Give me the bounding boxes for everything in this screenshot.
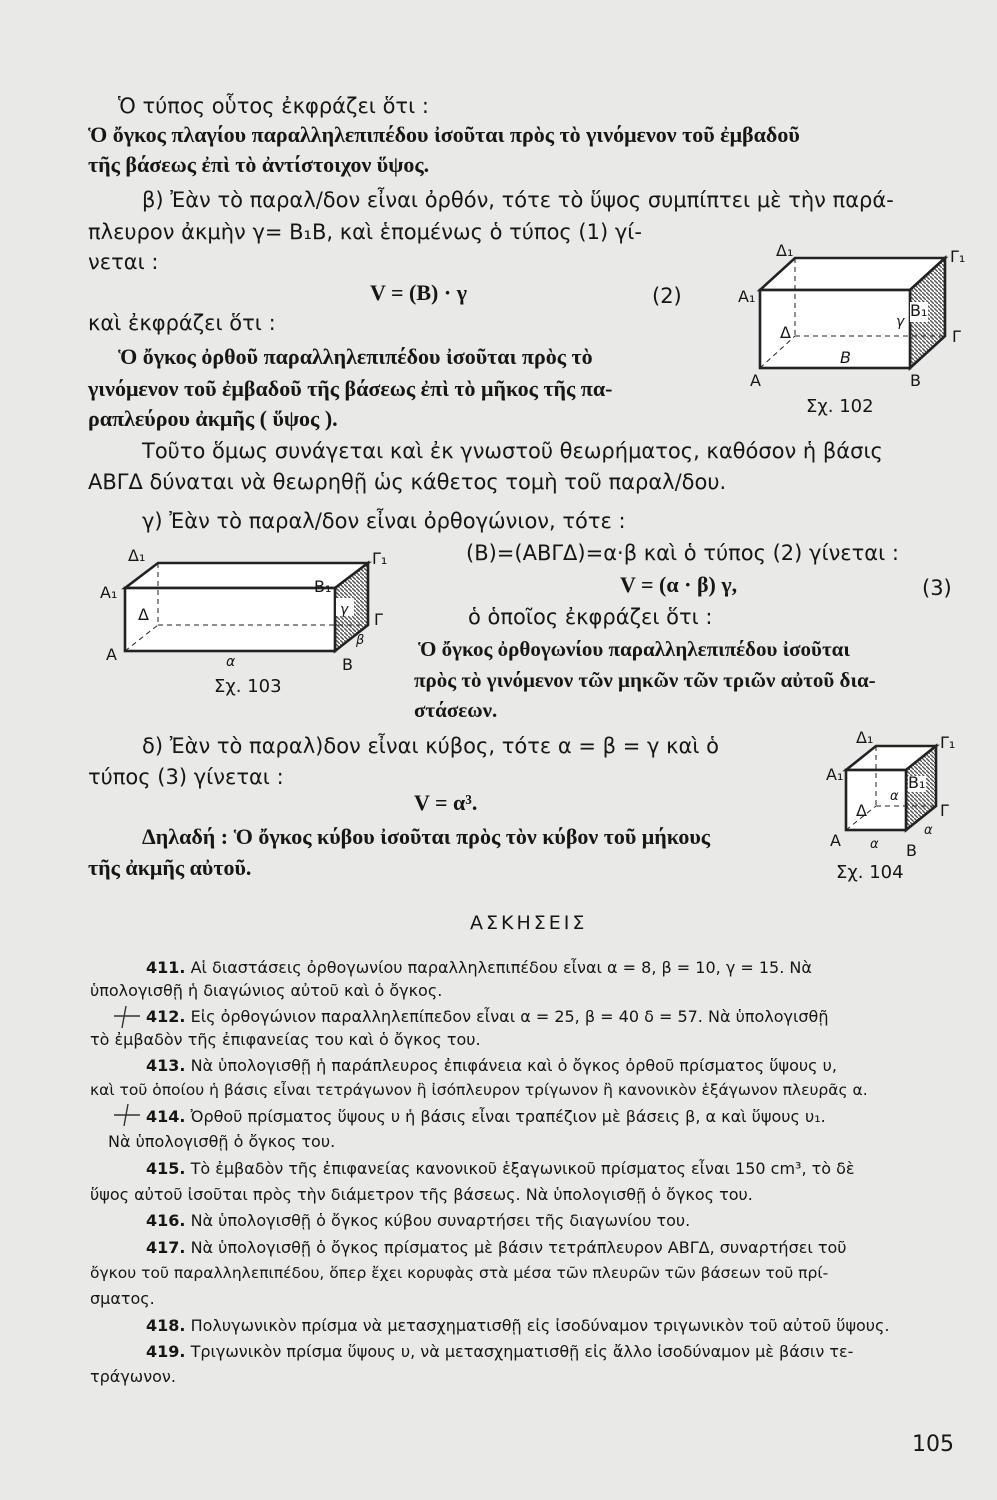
fig102-label: B	[840, 348, 851, 367]
theorem-oblique: Ὁ ὄγκος πλαγίου παραλληλεπιπέδου ἰσοῦται πρὸς τὸ γινόμενον τοῦ ἐμβαδοῦ	[88, 122, 800, 147]
exercise-number: 419.	[146, 1342, 186, 1361]
theorem-right-cont-1: γινόμενον τοῦ ἐμβαδοῦ τῆς βάσεως ἐπὶ τὸ μῆκος τῆς πα-	[88, 376, 613, 401]
exercise-412	[146, 1009, 828, 1025]
delta-line-1: δ) Ἐὰν τὸ παραλ)δον εἶναι κύβος, τότε α = β = γ καὶ ὁ	[142, 734, 719, 758]
exercise-text: Ὀρθοῦ πρίσματος ὕψους υ ἡ βάσις εἶναι τραπέζιον μὲ βάσεις β, α καὶ ὕψους υ₁.	[190, 1107, 826, 1126]
exercise-419	[146, 1344, 853, 1360]
fig103-label: Δ₁	[128, 546, 146, 565]
exercise-411	[146, 960, 812, 976]
exercise-417	[146, 1240, 847, 1256]
gamma-line-1	[142, 511, 626, 532]
exercise-413	[146, 1058, 837, 1074]
formula-3-number: (3)	[922, 576, 952, 600]
exercise-414	[146, 1109, 826, 1125]
delta-line-2: τύπος (3) γίνεται :	[88, 765, 284, 789]
fig103-label: β	[356, 633, 365, 648]
beta-line-4: καὶ ἐκφράζει ὅτι :	[88, 311, 276, 335]
figure-104	[826, 728, 976, 860]
formula-3: V = (α · β) γ,	[620, 572, 738, 597]
exercise-number: 413.	[146, 1056, 186, 1075]
fig104-label: Γ	[940, 801, 949, 820]
fig103-label: Δ	[138, 605, 149, 624]
fig102-label: γ	[896, 314, 905, 330]
exercise-text: Νὰ ὑπολογισθῇ ὁ ὄγκος πρίσματος μὲ βάσιν τετράπλευρον ΑΒΓΔ, συναρτήσει τοῦ	[190, 1238, 847, 1257]
fig102-label: Γ	[952, 327, 961, 346]
exercise-text: Νὰ ὑπολογισθῇ ὁ ὄγκος κύβου συναρτήσει τῆς διαγωνίου του.	[190, 1211, 691, 1230]
figure-102	[730, 241, 975, 396]
check-mark-icon	[112, 1102, 142, 1128]
exercise-text: Τριγωνικὸν πρίσμα ὕψους υ, νὰ μετασχηματισθῇ εἰς ἄλλο ἰσοδύναμον μὲ βάσιν τε-	[190, 1342, 854, 1361]
exercise-417-cont-1: ὄγκου τοῦ παραλληλεπιπέδου, ὅπερ ἔχει κορυφὰς στὰ μέσα τῶν πλευρῶν τῶν βάσεων τοῦ πρί-	[90, 1264, 829, 1282]
fig102-label: Γ₁	[950, 247, 966, 266]
fig103-top-face	[125, 563, 368, 588]
fig103-label: Α	[106, 645, 117, 664]
exercise-418	[146, 1318, 890, 1334]
fig104-label: Δ₁	[856, 728, 874, 747]
exercise-412-cont: τὸ ἐμβαδὸν τῆς ἐπιφανείας του καὶ ὁ ὄγκος του.	[90, 1030, 481, 1049]
fig102-label: Δ₁	[776, 241, 794, 260]
exercise-419-cont: τράγωνον.	[90, 1367, 176, 1386]
theorem-rect-cont-2: στάσεων.	[414, 698, 498, 722]
gamma-line-3: ὁ ὁποῖος ἐκφράζει ὅτι :	[468, 605, 713, 629]
gamma-line-1-text: γ) Ἐὰν τὸ παραλ/δον εἶναι ὀρθογώνιον, τότε :	[142, 509, 626, 533]
theorem-rect: Ὁ ὄγκος ὀρθογωνίου παραλληλεπιπέδου ἰσοῦται	[418, 637, 850, 661]
exercise-415-cont: ὕψος αὐτοῦ ἰσοῦται πρὸς τὴν διάμετρον τῆς βάσεως. Νὰ ὑπολογισθῇ ὁ ὄγκος του.	[90, 1185, 753, 1204]
beta-line-6: ΑΒΓΔ δύναται νὰ θεωρηθῇ ὡς κάθετος τομὴ τοῦ παραλ/δου.	[88, 470, 727, 494]
fig104-label: Β	[906, 841, 917, 860]
exercise-text: Πολυγωνικὸν πρίσμα νὰ μετασχηματισθῇ εἰς ἰσοδύναμον τριγωνικὸν τοῦ αὐτοῦ ὕψους.	[190, 1316, 890, 1335]
fig104-label: α	[924, 823, 933, 838]
theorem-right-cont-2: ραπλεύρου ἀκμῆς ( ὕψος ).	[88, 406, 338, 431]
fig104-label: α	[870, 837, 879, 852]
fig103-label: Γ	[374, 610, 383, 629]
fig102-label: Β₁	[910, 301, 928, 320]
theorem-right: Ὁ ὄγκος ὀρθοῦ παραλληλεπιπέδου ἰσοῦται πρὸς τὸ	[118, 344, 593, 369]
theorem-rect-cont-1: πρὸς τὸ γινόμενον τῶν μηκῶν τῶν τριῶν αὐτοῦ δια-	[414, 668, 876, 692]
exercise-415	[146, 1161, 855, 1177]
intro-line: Ὁ τύπος οὗτος ἐκφράζει ὅτι :	[118, 94, 429, 118]
fig103-label: Α₁	[100, 583, 118, 602]
beta-line-1: β) Ἐὰν τὸ παραλ/δον εἶναι ὀρθόν, τότε τὸ ὕψος συμπίπτει μὲ τὴν παρά-	[142, 188, 894, 212]
exercise-number: 412.	[146, 1007, 186, 1026]
formula-2-number: (2)	[652, 284, 682, 308]
exercise-417-cont-2: σματος.	[90, 1289, 155, 1308]
fig102-label: Δ	[780, 323, 791, 342]
exercises-title: ΑΣΚΗΣΕΙΣ	[470, 912, 588, 934]
exercise-number: 415.	[146, 1159, 186, 1178]
formula-2: V = (B) · γ	[370, 280, 467, 305]
figure-103-caption: Σχ. 103	[214, 676, 282, 697]
fig104-label: Δ	[856, 801, 867, 820]
check-mark-icon	[112, 1004, 142, 1030]
fig104-label: Α₁	[826, 765, 844, 784]
fig102-label: Α	[750, 371, 761, 390]
exercise-413-cont: καὶ τοῦ ὁποίου ἡ βάσις εἶναι τετράγωνον ἢ ἰσόπλευρον τρίγωνον ἢ κανονικὸν ἑξάγωνον πλευρᾶς α.	[90, 1081, 868, 1099]
fig104-label: Α	[830, 831, 841, 850]
beta-line-3: νεται :	[88, 250, 159, 274]
exercise-number: 418.	[146, 1316, 186, 1335]
figure-104-caption: Σχ. 104	[836, 862, 904, 883]
fig103-label: Γ₁	[372, 549, 388, 568]
exercise-number: 417.	[146, 1238, 186, 1257]
figure-103	[100, 548, 400, 678]
exercise-text: Αἱ διαστάσεις ὀρθογωνίου παραλληλεπιπέδου εἶναι α = 8, β = 10, γ = 15. Νὰ	[190, 958, 812, 977]
fig103-label: α	[226, 654, 236, 670]
exercise-number: 411.	[146, 958, 186, 977]
fig102-label: Α₁	[738, 287, 756, 306]
theorem-cube: Δηλαδή : Ὁ ὄγκος κύβου ἰσοῦται πρὸς τὸν κύβον τοῦ μήκους	[142, 824, 711, 849]
exercise-411-cont: ὑπολογισθῇ ἡ διαγώνιος αὐτοῦ καὶ ὁ ὄγκος.	[90, 981, 443, 1000]
fig103-label: Β	[342, 655, 353, 674]
beta-line-2: πλευρον ἀκμὴν γ= Β₁Β, καὶ ἑπομένως ὁ τύπος (1) γί-	[88, 220, 642, 244]
fig102-label: Β	[910, 371, 921, 390]
gamma-line-2: (Β)=(ΑΒΓΔ)=α·β καὶ ὁ τύπος (2) γίνεται :	[466, 541, 899, 565]
theorem-cube-cont: τῆς ἀκμῆς αὐτοῦ.	[88, 855, 252, 880]
fig103-label: Β₁	[314, 577, 332, 596]
fig104-label: α	[890, 789, 899, 804]
exercise-number: 416.	[146, 1211, 186, 1230]
fig103-label: γ	[340, 602, 349, 618]
page-number: 105	[912, 1432, 954, 1457]
exercise-number: 414.	[146, 1107, 186, 1126]
exercise-text: Νὰ ὑπολογισθῇ ἡ παράπλευρος ἐπιφάνεια καὶ ὁ ὄγκος ὀρθοῦ πρίσματος ὕψους υ,	[190, 1056, 837, 1075]
fig103-front-face	[125, 588, 335, 651]
fig104-label: Γ₁	[940, 733, 956, 752]
beta-line-5: Τοῦτο ὅμως συνάγεται καὶ ἐκ γνωστοῦ θεωρήματος, καθόσον ἡ βάσις	[142, 439, 883, 463]
figure-102-caption: Σχ. 102	[806, 396, 874, 417]
exercise-416	[146, 1213, 690, 1229]
exercise-414-cont: Νὰ ὑπολογισθῇ ὁ ὄγκος του.	[108, 1132, 336, 1151]
exercise-text: Εἰς ὀρθογώνιον παραλληλεπίπεδον εἶναι α = 25, β = 40 δ = 57. Νὰ ὑπολογισθῇ	[190, 1007, 829, 1026]
fig104-label: Β₁	[908, 773, 926, 792]
formula-cube: V = α³.	[414, 790, 478, 815]
exercise-text: Τὸ ἐμβαδὸν τῆς ἐπιφανείας κανονικοῦ ἑξαγωνικοῦ πρίσματος εἶναι 150 cm³, τὸ δὲ	[190, 1159, 855, 1178]
theorem-oblique-cont: τῆς βάσεως ἐπὶ τὸ ἀντίστοιχον ὕψος.	[88, 152, 430, 177]
